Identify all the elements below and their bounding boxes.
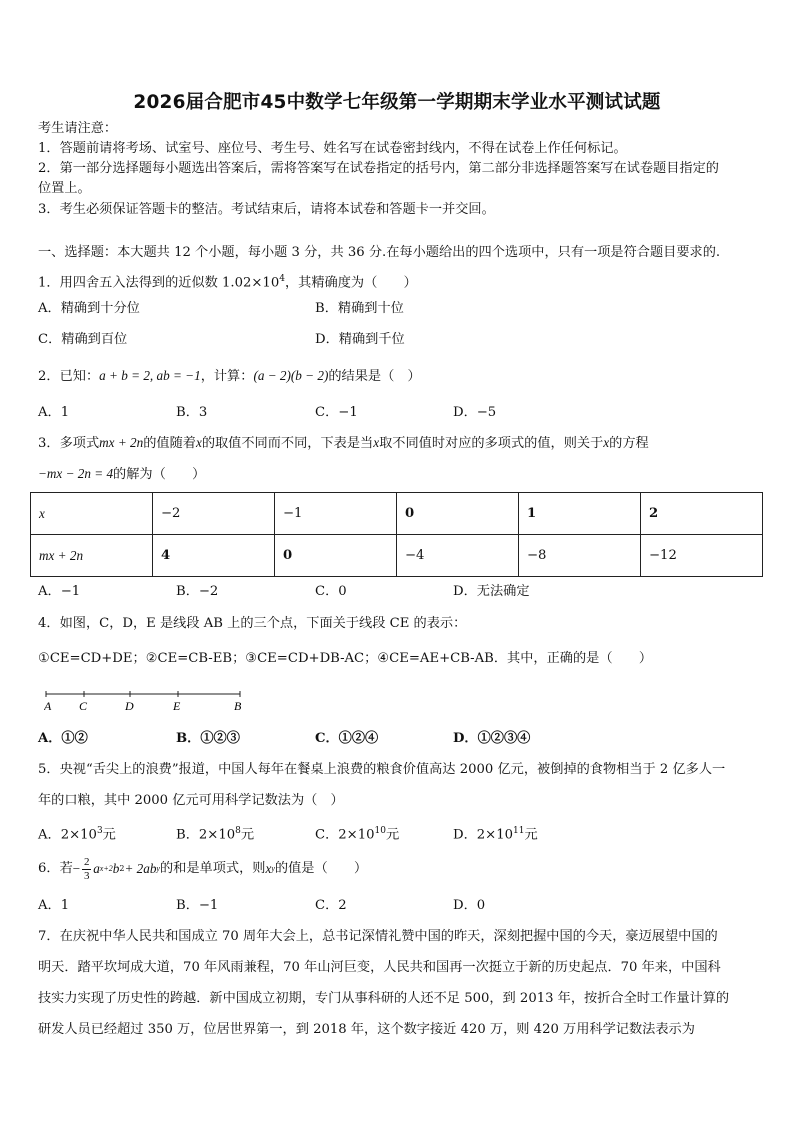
notice-heading: 考生请注意： [38,121,118,136]
table-cell: x [31,493,153,535]
point-label-e: E [173,699,181,712]
option-b: B．精确到十位 [315,301,404,316]
table-cell: 0 [397,493,519,535]
option-a: A．−1 [38,584,81,599]
notice-line: 位置上。 [38,181,91,196]
option-a: A．①② [38,731,88,746]
option-a: A．1 [38,898,70,913]
table-cell: −4 [397,535,519,577]
point-label-b: B [234,699,242,712]
table-cell: −12 [641,535,763,577]
notice-line: 2．第一部分选择题每小题选出答案后，需将答案写在试卷指定的括号内，第二部分非选择题答案写在试卷题目指定的 [38,161,719,176]
table-row [31,535,763,577]
option-d: D．0 [453,898,486,913]
option-c: C．①②④ [315,731,379,746]
values-table [30,492,763,577]
question-1-stem: 1．用四舍五入法得到的近似数 $1.02\times 10^4$，其精确度为（ ） [38,274,417,291]
page-title: 2026届合肥市45中数学七年级第一学期期末学业水平测试试题 [133,92,661,113]
question-4-items: ①CE=CD+DE；②CE=CB-EB；③CE=CD+DB-AC；④CE=AE+CB-AB．其中，正确的是（ ） [38,651,653,666]
section-heading: 一、选择题：本大题共 12 个小题，每小题 3 分，共 36 分.在每小题给出的四个选项中，只有一项是符合题目要求的. [38,245,721,260]
question-3-stem: 3．多项式mx + 2n的值随着x的取值不同而不同，下表是当x取不同值时对应的多项式的值，则关于x的方程 [38,435,649,451]
question-7-stem-cont: 明天．踏平坎坷成大道，70 年风雨兼程，70 年山河巨变，人民共和国再一次挺立于新的历史起点．70 年来，中国科 [38,960,721,975]
option-c: C．0 [315,584,347,599]
point-label-c: C [79,699,88,712]
option-b: B．①②③ [176,731,240,746]
option-d: D．精确到千位 [315,332,405,347]
question-4-stem: 4．如图，C，D，E 是线段 AB 上的三个点，下面关于线段 CE 的表示： [38,616,467,631]
notice-line: 1．答题前请将考场、试室号、座位号、考生号、姓名写在试卷密封线内，不得在试卷上作任何标记。 [38,141,627,156]
option-a: A．精确到十分位 [38,301,140,316]
table-cell: 2 [641,493,763,535]
table-cell: −1 [275,493,397,535]
option-b: B．−1 [176,898,219,913]
option-c: C．精确到百位 [38,332,128,347]
table-cell: −8 [519,535,641,577]
question-7-stem-cont: 研发人员已经超过 350 万，位居世界第一，到 2018 年，这个数字接近 420 万，则 420 万用科学记数法表示为 [38,1022,695,1037]
question-5-stem-cont: 年的口粮，其中 2000 亿元可用科学记数法为（ ） [38,793,344,808]
option-d: D．无法确定 [453,584,530,599]
question-5-stem: 5．央视“舌尖上的浪费”报道，中国人每年在餐桌上浪费的粮食价值高达 2000 亿元，被倒掉的食物相当于 2 亿多人一 [38,762,726,777]
option-b: B．−2 [176,584,219,599]
option-d: D．−5 [453,405,497,420]
question-7-stem: 7．在庆祝中华人民共和国成立 70 周年大会上，总书记深情礼赞中国的昨天，深刻把握中国的今天，豪迈展望中国的 [38,929,718,944]
question-7-stem-cont: 技实力实现了历史性的跨越．新中国成立初期，专门从事科研的人还不足 500，到 2013 年，按折合全时工作量计算的 [38,991,730,1006]
fraction: 2 3 [83,855,90,882]
option-a: A．$2\times 10^3$元 [38,826,116,843]
option-d: D．$2\times 10^{11}$元 [453,826,538,843]
table-row [31,493,763,535]
line-segment-figure [44,690,242,712]
question-2-stem: 2．已知：a + b = 2, ab = −1，计算：(a − 2)(b − 2)的结果是（ ） [38,368,421,384]
option-d: D．①②③④ [453,731,531,746]
option-c: C．2 [315,898,347,913]
table-cell: mx + 2n [31,535,153,577]
option-c: C．−1 [315,405,358,420]
table-cell: 1 [519,493,641,535]
table-cell: 4 [153,535,275,577]
table-cell: −2 [153,493,275,535]
point-label-d: D [125,699,134,712]
option-c: C．$2\times 10^{10}$元 [315,826,400,843]
option-b: B．3 [176,405,208,420]
table-cell: 0 [275,535,397,577]
notice-line: 3．考生必须保证答题卡的整洁。考试结束后，请将本试卷和答题卡一并交回。 [38,202,495,217]
question-3-stem-cont: −mx − 2n = 4的解为（ ） [38,466,206,482]
option-b: B．$2\times 10^8$元 [176,826,255,843]
point-label-a: A [44,699,52,712]
question-6-stem: 6．若 − 2 3 a x+2 b 2 + 2ab y 的和是单项式，则 x y 的值是（ ） [38,855,368,882]
option-a: A．1 [38,405,70,420]
